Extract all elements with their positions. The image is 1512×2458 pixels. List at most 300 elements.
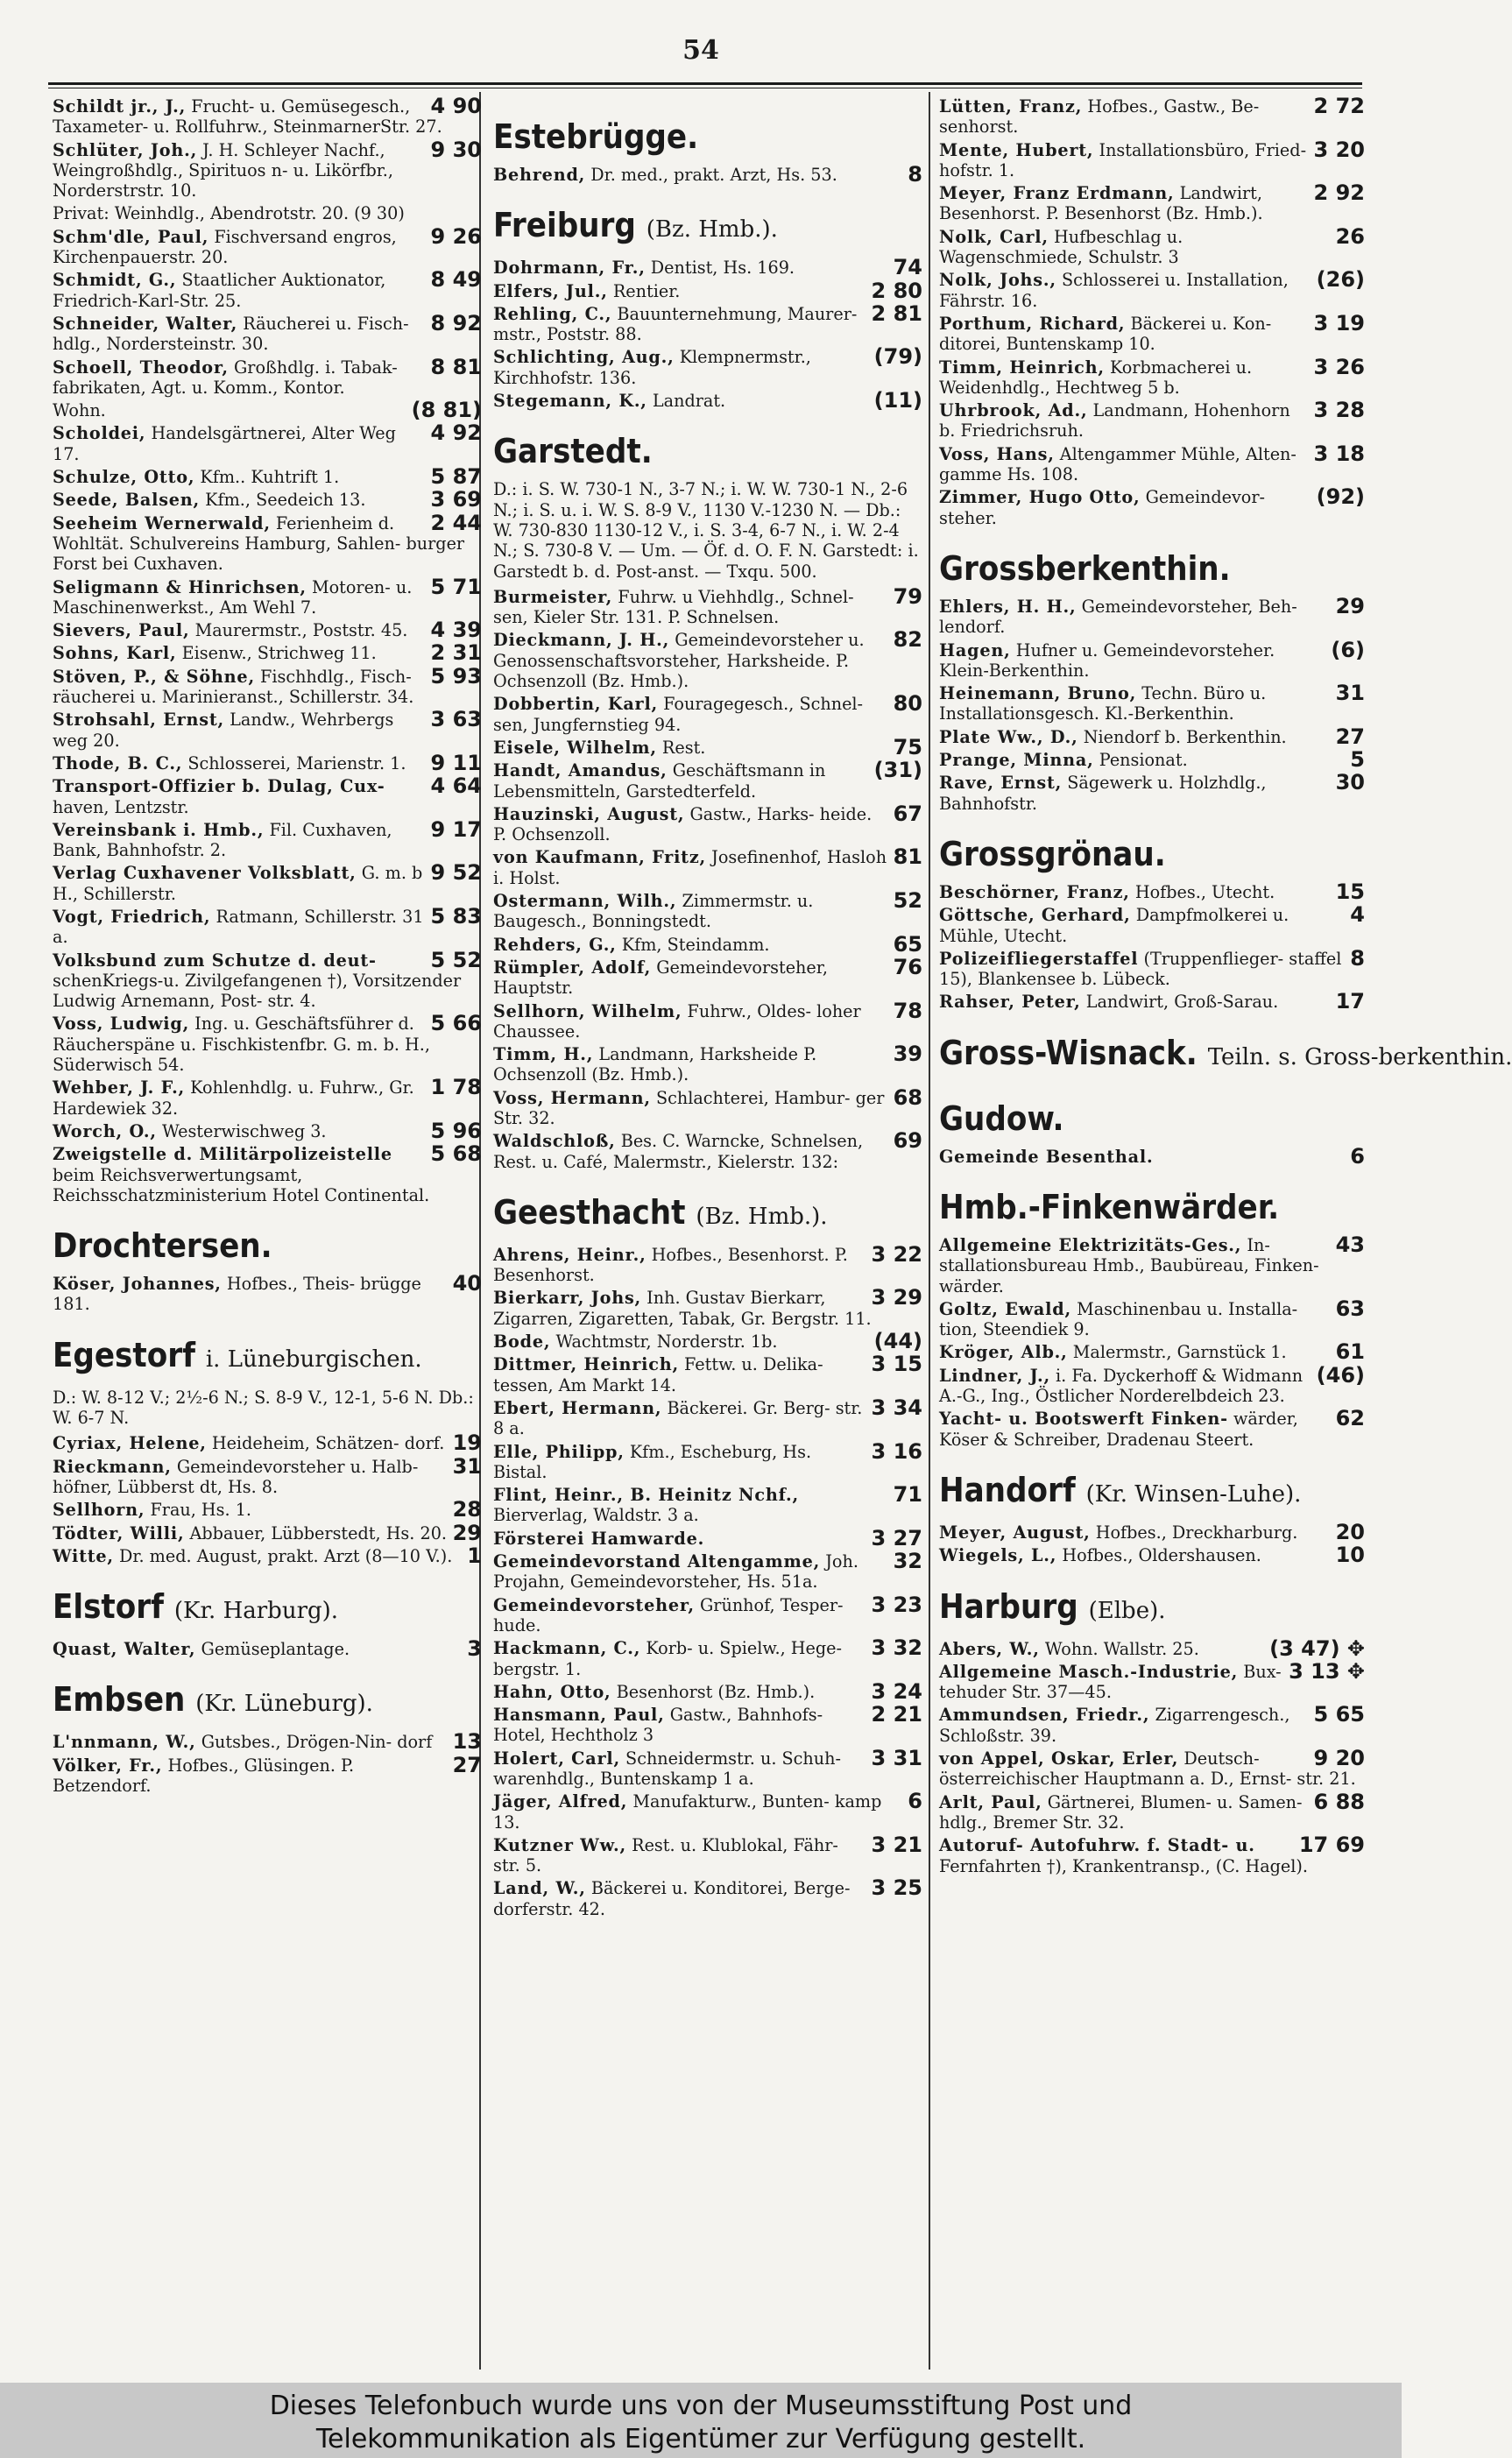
- entry-detail: brügge 181.: [53, 1274, 421, 1315]
- entry-detail: Landw., Wehrbergs: [230, 710, 394, 731]
- entry-detail: Hofbes., Dreckharburg.: [1095, 1522, 1298, 1543]
- column-2: [493, 96, 922, 2374]
- entry-detail: ger Str. 32.: [493, 1087, 885, 1128]
- subscriber-name: Elle, Philipp,: [493, 1441, 625, 1462]
- phone-number: 15: [1335, 879, 1365, 904]
- entry-detail: Landrat.: [652, 391, 726, 412]
- entry-detail: Landwirt,: [1179, 183, 1262, 204]
- subscriber-name: Kutzner Ww.,: [493, 1834, 627, 1855]
- entry-detail: Techn. Büro u.: [1141, 683, 1267, 704]
- entry-detail: Wohltät. Schulvereins Hamburg, Sahlen-: [53, 533, 401, 554]
- entry-detail: Gastw., Harks-: [689, 803, 815, 824]
- directory-entry: [939, 1543, 1365, 1568]
- directory-entry: [53, 663, 482, 708]
- phone-number: 6: [908, 1789, 922, 1814]
- entry-detail: Abbauer, Lübberstedt,: [189, 1522, 381, 1543]
- directory-entry: [493, 691, 922, 735]
- entry-detail: österreichischer Hauptmann a. D., Ernst-: [939, 1769, 1292, 1790]
- entry-detail: Inh. Gustav Bierkarr,: [646, 1288, 826, 1309]
- directory-entry: [493, 1438, 922, 1483]
- entry-detail: Joh. Projahn, Gemeindevorsteher, Hs. 51a.: [493, 1551, 858, 1593]
- section-heading: [939, 547, 1365, 590]
- entry-detail: Baugesch., Bonningstedt.: [493, 911, 711, 932]
- phone-number: 9 17: [430, 816, 482, 842]
- directory-entry: [53, 1543, 482, 1568]
- subscriber-name: Vereinsbank i. Hmb.,: [53, 819, 265, 840]
- subscriber-name: Schneider, Walter,: [53, 313, 238, 334]
- phone-number: 3 63: [430, 707, 482, 732]
- phone-number: 63: [1335, 1296, 1365, 1321]
- section-heading: [493, 116, 922, 158]
- directory-entry: [939, 989, 1365, 1014]
- entry-detail: schenKriegs-u. Zivilgefangenen: [53, 970, 322, 991]
- subscriber-name: Burmeister,: [493, 586, 613, 607]
- entry-detail: sen, Jungfernstieg 94.: [493, 714, 682, 735]
- entry-detail: Gr. Hardewiek 32.: [53, 1077, 414, 1119]
- phone-number: 8 92: [430, 310, 482, 336]
- phone-number: 13: [452, 1729, 482, 1755]
- directory-entry: [939, 724, 1365, 749]
- directory-entry: [53, 137, 482, 201]
- directory-entry: [939, 310, 1365, 355]
- entry-detail: tessen, Am Markt 14.: [493, 1374, 677, 1395]
- directory-entry: [53, 618, 482, 643]
- phone-number: 3 26: [1313, 354, 1365, 379]
- directory-entry: [493, 1592, 922, 1636]
- entry-detail: Ochsenzoll (Bz. Hmb.).: [493, 1064, 689, 1085]
- entry-detail: Besenhorst. P. Besenhorst (Bz. Hmb.).: [939, 203, 1263, 224]
- entry-detail: Wohn. Wallstr. 25.: [1044, 1638, 1199, 1659]
- entry-detail: Fuhrw. u Viehhdlg., Schnel-: [618, 586, 854, 607]
- phone-number: 9 11: [430, 750, 482, 775]
- entry-detail: Gärtnerei, Blumen- u. Samen-: [1047, 1791, 1303, 1812]
- phone-number: 9 52: [430, 860, 482, 886]
- entry-detail: Handelsgärtnerei, Alter Weg 17.: [53, 423, 396, 464]
- subscriber-name: Cyriax, Helene,: [53, 1433, 207, 1454]
- phone-number: 17: [1335, 989, 1365, 1014]
- entry-detail: Kfm., Seedeich 13.: [205, 490, 366, 511]
- page-number: 54: [682, 35, 719, 66]
- subscriber-name: Allgemeine Elektrizitäts-Ges.,: [939, 1234, 1242, 1255]
- directory-entry: [493, 1044, 922, 1085]
- entry-detail: Dampfmolkerei u.: [1135, 905, 1289, 926]
- entry-detail: Bistal.: [493, 1461, 548, 1482]
- directory-entry: [939, 1702, 1365, 1746]
- subscriber-name: Sellhorn, Wilhelm,: [493, 1000, 682, 1021]
- entry-detail: P. Besenhorst.: [493, 1244, 848, 1286]
- phone-number: 74: [893, 255, 922, 280]
- section-heading: [53, 1225, 482, 1267]
- subscriber-name: Arlt, Paul,: [939, 1791, 1042, 1812]
- entry-detail: Mühle, Utecht.: [939, 925, 1068, 946]
- section-title: Garstedt.: [493, 432, 653, 471]
- directory-entry: [493, 162, 922, 187]
- footer-line-1: Dieses Telefonbuch wurde uns von der Museumsstiftung Post und: [269, 2391, 1133, 2421]
- subscriber-name: Heinemann, Bruno,: [939, 683, 1137, 704]
- directory-entry: [493, 1354, 922, 1395]
- section-title: Gudow.: [939, 1098, 1064, 1138]
- directory-entry: [53, 1497, 482, 1522]
- subscriber-name: Waldschloß,: [493, 1131, 616, 1152]
- entry-detail: Landwirt, Groß-Sarau.: [1085, 992, 1279, 1013]
- entry-detail: str. 4.: [267, 991, 316, 1012]
- subscriber-name: Strohsahl, Ernst,: [53, 710, 225, 731]
- entry-detail: Hofbes., Besenhorst.: [651, 1244, 830, 1265]
- subscriber-name: Bierkarr, Johs,: [493, 1288, 642, 1309]
- phone-number: 5 71: [430, 574, 482, 599]
- directory-entry: [939, 770, 1365, 814]
- subscriber-name: Ehlers, H. H.,: [939, 596, 1077, 617]
- subscriber-name: Bode,: [493, 1331, 551, 1353]
- section-title: Geesthacht: [493, 1192, 686, 1232]
- subscriber-name: Schildt jr., J.,: [53, 96, 187, 117]
- entry-detail: Norderstrstr. 10.: [53, 180, 197, 201]
- section-title: Gross-Wisnack.: [939, 1033, 1198, 1072]
- entry-detail: Motoren-: [311, 576, 391, 597]
- entry-detail: Hofbes., Theis-: [226, 1274, 356, 1295]
- subscriber-name: Seede, Balsen,: [53, 490, 201, 511]
- phone-number: 43: [1335, 1232, 1365, 1257]
- directory-entry: [939, 441, 1365, 485]
- entry-detail: Lebensmitteln, Garstedterfeld.: [493, 780, 757, 802]
- subscriber-name: Rehling, C.,: [493, 303, 612, 324]
- section-heading: [493, 204, 922, 251]
- phone-number: 3 32: [871, 1635, 922, 1661]
- phone-number: 9 20: [1313, 1746, 1365, 1771]
- directory-entry: [493, 1702, 922, 1746]
- section-title: Harburg: [939, 1586, 1078, 1626]
- phone-number: 3 28: [1313, 398, 1365, 423]
- phone-number: (79): [873, 344, 922, 370]
- phone-number: (11): [873, 388, 922, 413]
- entry-detail: Maschinenbau u. Installa-: [1077, 1298, 1298, 1319]
- phone-number: 5: [1350, 747, 1365, 773]
- entry-detail: Zigarrengesch.,: [1155, 1705, 1290, 1726]
- directory-entry: [939, 683, 1365, 724]
- entry-detail: Gemeindevorsteher,: [656, 957, 828, 978]
- entry-detail: Wachtmstr, Norderstr. 1b.: [555, 1331, 778, 1353]
- section-title: Estebrügge.: [493, 117, 699, 156]
- entry-detail: (Truppenflieger-: [1143, 948, 1284, 969]
- entry-detail: Schlosserei u. Installation,: [1061, 270, 1289, 291]
- section-heading: [53, 1678, 482, 1725]
- entry-detail: Schulstr. 3: [1087, 247, 1179, 268]
- subscriber-name: Timm, H.,: [493, 1044, 594, 1065]
- section-subtitle: (Elbe).: [1088, 1597, 1166, 1624]
- directory-entry: [493, 300, 922, 345]
- subscriber-name: Nolk, Johs.,: [939, 270, 1056, 291]
- directory-entry: [493, 1525, 922, 1550]
- phone-number: 80: [893, 691, 922, 717]
- subscriber-name: Holert, Carl,: [493, 1748, 620, 1769]
- entry-detail: Hasloh i. Holst.: [493, 847, 887, 888]
- entry-detail: Ratmann, Schillerstr.: [215, 906, 397, 927]
- subscriber-name: Ebert, Hermann,: [493, 1397, 662, 1418]
- subscriber-name: Jäger, Alfred,: [493, 1791, 628, 1812]
- phone-number: 3 34: [871, 1395, 922, 1420]
- directory-entry: [53, 267, 482, 311]
- entry-detail: tion, Steendiek 9.: [939, 1319, 1090, 1340]
- directory-entry: [53, 398, 482, 423]
- phone-number: 27: [452, 1752, 482, 1777]
- entry-detail: stallationsbureau Hmb., Baubüreau, Finken-: [939, 1255, 1319, 1276]
- phone-number: 82: [893, 627, 922, 653]
- directory-entry: [493, 998, 922, 1042]
- entry-detail: dorf.: [404, 1433, 445, 1454]
- section-title: Drochtersen.: [53, 1226, 272, 1266]
- phone-number: 3: [467, 1636, 482, 1662]
- phone-number: 78: [893, 998, 922, 1023]
- phone-number: 31: [1335, 681, 1365, 706]
- directory-entry: [493, 888, 922, 932]
- section-title: Elstorf: [53, 1587, 164, 1627]
- subscriber-name: Autoruf- Autofuhrw. f. Stadt- u.: [939, 1835, 1255, 1856]
- entry-detail: Eisenw., Strichweg 11.: [181, 643, 377, 664]
- entry-detail: Maurermstr., Poststr. 45.: [194, 620, 408, 641]
- entry-detail: Westerwischweg 3.: [161, 1120, 327, 1141]
- entry-detail: Bierverlag, Waldstr. 3 a.: [493, 1505, 699, 1526]
- directory-entry: [53, 860, 482, 904]
- subscriber-name: Handt, Amandus,: [493, 760, 668, 781]
- phone-number: 3 15: [871, 1352, 922, 1377]
- section-subtitle: (Kr. Harburg).: [173, 1598, 339, 1625]
- entry-detail: Gemeindevor-: [1145, 487, 1266, 508]
- entry-detail: str. 8 a.: [493, 1397, 863, 1439]
- section-hours-note: D.: i. S. W. 730-1 N., 3-7 N.; i. W. W. 730-1 N., 2-6 N.; i. S. u. i. W. S. 8-9 V., 1130 V.-1230 N. — Db.: W. 730-830 1130-12 V., i. S. 3-4, 6-7 N., i. W. 2-4 N.; S. 730-8 V. — Um. — Öf. d. O. F. N. Garstedt: i. Garstedt b. d. Post-anst. — Txqu. 500.: [493, 479, 919, 582]
- subscriber-name: Eisele, Wilhelm,: [493, 737, 657, 758]
- subscriber-name: Goltz, Ewald,: [939, 1298, 1071, 1319]
- subscriber-name: Vogt, Friedrich,: [53, 906, 211, 927]
- entry-detail: Hufner u. Gemeindevorsteher.: [1015, 639, 1275, 660]
- phone-number: 3 21: [871, 1832, 922, 1857]
- entry-detail: b. H., Süderwisch 54.: [53, 1034, 430, 1076]
- directory-entry: [939, 1658, 1365, 1703]
- directory-entry: [53, 1430, 482, 1456]
- phone-number: 5 96: [430, 1118, 482, 1143]
- entry-detail: str. 21.: [1297, 1769, 1356, 1790]
- directory-entry: [53, 310, 482, 355]
- subscriber-name: Porthum, Richard,: [939, 313, 1126, 334]
- phone-number: 2 31: [430, 640, 482, 666]
- phone-number: 3 18: [1313, 441, 1365, 466]
- subscriber-name: Göttsche, Gerhard,: [939, 905, 1131, 926]
- entry-detail: Klein-Berkenthin.: [939, 660, 1090, 681]
- directory-entry: [493, 1241, 922, 1286]
- subscriber-name: Sievers, Paul,: [53, 620, 190, 641]
- directory-entry: [53, 1271, 482, 1315]
- section-heading: [939, 1186, 1365, 1228]
- subscriber-name: Zweigstelle d. Militärpolizeistelle: [53, 1144, 392, 1165]
- phone-number: 8: [1350, 945, 1365, 971]
- subscriber-name: Mente, Hubert,: [939, 139, 1094, 160]
- directory-entry: [939, 354, 1365, 399]
- section-hours-note: D.: W. 8-12 V.; 2½-6 N.; S. 8-9 V., 12-1, 5-6 N. Db.: W. 6-7 N.: [53, 1387, 474, 1429]
- entry-detail: Bauunternehmung, Maurer-: [617, 303, 858, 324]
- directory-entry: [493, 844, 922, 888]
- entry-detail: Schneidermstr. u. Schuh-: [625, 1748, 841, 1769]
- phone-number: 71: [893, 1482, 922, 1508]
- section-subtitle: i. Lüneburgischen.: [205, 1346, 422, 1373]
- phone-number: 9 26: [430, 223, 482, 249]
- section-heading: [53, 1586, 482, 1632]
- subscriber-name: Lindner, J.,: [939, 1365, 1050, 1386]
- phone-number: 5 65: [1313, 1702, 1365, 1727]
- subscriber-name: Stegemann, K.,: [493, 391, 647, 412]
- directory-entry: [493, 1551, 922, 1593]
- section-title: Freiburg: [493, 206, 636, 245]
- entry-detail: Gutsbes., Drögen-Nin-: [201, 1732, 392, 1753]
- directory-entry: [53, 640, 482, 666]
- directory-entry: [53, 96, 482, 138]
- subscriber-name: L'nnmann, W.,: [53, 1732, 196, 1753]
- entry-detail: Räucherei u. Fisch-: [243, 313, 409, 334]
- entry-detail: Hofbes., Glüsingen. P.: [167, 1755, 355, 1776]
- directory-entry: [939, 902, 1365, 946]
- entry-detail: Friedrich-Karl-Str. 25.: [53, 290, 242, 311]
- entry-detail: steher.: [939, 507, 997, 528]
- subscriber-name: Stöven, P., & Söhne,: [53, 666, 255, 687]
- phone-number: 52: [893, 888, 922, 914]
- entry-detail: Bahnhofstr.: [939, 793, 1037, 814]
- directory-entry: [939, 747, 1365, 773]
- directory-entry: [53, 487, 482, 512]
- phone-number: 4 92: [430, 420, 482, 446]
- section-subtitle: (Bz. Hmb.).: [646, 216, 778, 244]
- directory-entry: [939, 484, 1365, 528]
- directory-entry: [493, 1875, 922, 1919]
- entry-detail: J. H. Schleyer Nachf.,: [202, 139, 385, 160]
- directory-entry: [493, 255, 922, 280]
- phone-number: 5 66: [430, 1011, 482, 1036]
- subscriber-name: Uhrbrook, Ad.,: [939, 400, 1088, 421]
- entry-detail: Gastw., Bahnhofs-Hotel,: [493, 1705, 823, 1746]
- entry-detail: Zimmermstr. u.: [682, 891, 814, 912]
- directory-entry: [939, 267, 1365, 311]
- entry-detail: Bank, Bahnhofstr. 2.: [53, 840, 227, 861]
- entry-detail: u. Maschinenwerkst., Am Wehl 7.: [53, 576, 413, 618]
- entry-detail: haven, Lentzstr.: [53, 796, 189, 817]
- phone-number: (46): [1316, 1362, 1365, 1388]
- phone-number: 40: [452, 1271, 482, 1296]
- subscriber-name: Försterei Hamwarde.: [493, 1528, 705, 1549]
- directory-entry: [493, 954, 922, 999]
- subscriber-name: Hansmann, Paul,: [493, 1705, 665, 1726]
- entry-detail: u. Genossenschaftsvorsteher, Harksheide.: [493, 630, 865, 671]
- entry-detail: wärder.: [939, 1275, 1004, 1296]
- entry-detail: Besenhorst (Bz. Hmb.).: [616, 1681, 816, 1702]
- directory-entry: [53, 420, 482, 464]
- entry-detail: warenhdlg., Buntenskamp 1 a.: [493, 1769, 754, 1789]
- subscriber-name: Kröger, Alb.,: [939, 1342, 1068, 1363]
- entry-detail: b. Friedrichsruh.: [939, 420, 1084, 441]
- entry-detail: Dentist, Hs. 169.: [650, 258, 795, 279]
- entry-detail: Weidenhdlg., Hechtweg 5 b.: [939, 377, 1180, 398]
- subscriber-name: Yacht- u. Bootswerft Finken-: [939, 1409, 1228, 1430]
- directory-entry: [493, 1128, 922, 1172]
- phone-number: 75: [893, 734, 922, 759]
- entry-detail: senhorst.: [939, 117, 1019, 138]
- phone-number: 3 69: [430, 487, 482, 512]
- entry-detail: Fouragegesch., Schnel-: [663, 694, 864, 715]
- subscriber-name: Hackmann, C.,: [493, 1638, 641, 1659]
- phone-number: 65: [893, 931, 922, 957]
- phone-number: 5 83: [430, 903, 482, 929]
- entry-detail: tehuder Str. 37—45.: [939, 1682, 1112, 1703]
- subscriber-name: Schulze, Otto,: [53, 467, 195, 488]
- subscriber-name: Behrend,: [493, 165, 586, 185]
- subscriber-name: Beschörner, Franz,: [939, 881, 1130, 902]
- section-title: Grossgrönau.: [939, 834, 1166, 873]
- phone-number: 79: [893, 583, 922, 609]
- entry-detail: Altengammer Mühle, Alten-: [1059, 443, 1297, 464]
- directory-entry: [939, 180, 1365, 224]
- subscriber-name: Worch, O.,: [53, 1120, 157, 1141]
- entry-detail: hude.: [493, 1614, 541, 1635]
- phone-number: 3 22: [871, 1241, 922, 1267]
- directory-entry: [493, 1395, 922, 1439]
- entry-detail: Taxameter- u. Rollfuhrw., SteinmarnerStr. 27.: [53, 117, 442, 138]
- entry-detail: Malermstr., Garnstück 1.: [1072, 1342, 1287, 1363]
- subscriber-name: Schlüter, Joh.,: [53, 139, 198, 160]
- directory-entry: [493, 1745, 922, 1790]
- entry-detail: A.-G., Ing., Östlicher Norderelbdeich 23.: [939, 1386, 1285, 1407]
- entry-detail: Hagel).: [1245, 1855, 1309, 1876]
- directory-entry: [53, 1011, 482, 1076]
- directory-entry: [53, 223, 482, 268]
- subscriber-name: Voss, Hermann,: [493, 1087, 651, 1108]
- entry-detail: Fil. Cuxhaven,: [269, 819, 392, 840]
- entry-detail: Gemeindevorsteher, Beh-: [1081, 596, 1297, 617]
- entry-detail: Landmann, Harksheide P.: [598, 1044, 817, 1065]
- section-title: Hmb.-Finkenwärder.: [939, 1187, 1280, 1226]
- entry-detail: staffel 15), Blankensee b. Lübeck.: [939, 948, 1342, 990]
- entry-detail: str. 5.: [493, 1855, 542, 1876]
- phone-number: 5 87: [430, 464, 482, 490]
- entry-detail: räucherei u. Marinieranst., Schillerstr. 34.: [53, 687, 414, 708]
- subscriber-name: Dittmer, Heinrich,: [493, 1354, 679, 1375]
- subscriber-name: Tödter, Willi,: [53, 1522, 185, 1543]
- entry-detail: Fernfahrten †), Krankentransp., (C.: [939, 1855, 1240, 1876]
- directory-entry: [939, 1789, 1365, 1833]
- phone-number: 8: [908, 162, 922, 187]
- entry-detail: Fischhdlg., Fisch-: [260, 666, 412, 687]
- entry-detail: Manufakturw., Bunten-: [632, 1791, 830, 1812]
- entry-detail: Zigarren, Zigaretten, Tabak, Gr. Bergstr. 11.: [493, 1308, 872, 1329]
- entry-detail: Weingroßhdlg., Spirituos n- u. Likörfbr.,: [53, 159, 393, 180]
- entry-detail: Frucht- u. Gemüsegesch.,: [191, 96, 411, 117]
- entry-detail: hdlg., Bremer Str. 32.: [939, 1812, 1125, 1833]
- phone-number: 2 72: [1313, 94, 1365, 118]
- phone-number: 31: [452, 1453, 482, 1479]
- subscriber-name: Schm'dle, Paul,: [53, 226, 209, 247]
- subscriber-name: von Kaufmann, Fritz,: [493, 847, 707, 868]
- section-title: Handorf: [939, 1470, 1076, 1509]
- phone-number: (92): [1316, 484, 1365, 510]
- phone-number: 3 25: [871, 1875, 922, 1901]
- phone-number: 4 90: [430, 94, 482, 118]
- phone-number: 28: [452, 1497, 482, 1522]
- subscriber-name: Dobbertin, Karl,: [493, 694, 659, 715]
- entry-detail: Bes. C. Warncke, Schnelsen,: [620, 1131, 864, 1152]
- entry-detail: Kirchhofstr. 136.: [493, 367, 637, 388]
- phone-number: 3 20: [1313, 137, 1365, 162]
- section-subtitle: (Kr. Winsen-Luhe).: [1085, 1480, 1302, 1508]
- section-heading: [939, 1586, 1365, 1632]
- entry-detail: Heideheim, Schätzen-: [211, 1433, 399, 1454]
- entry-detail: Ferienheim d.: [275, 512, 395, 533]
- subscriber-name: Gemeindevorstand Altengamme,: [493, 1551, 821, 1572]
- phone-number: 30: [1335, 770, 1365, 795]
